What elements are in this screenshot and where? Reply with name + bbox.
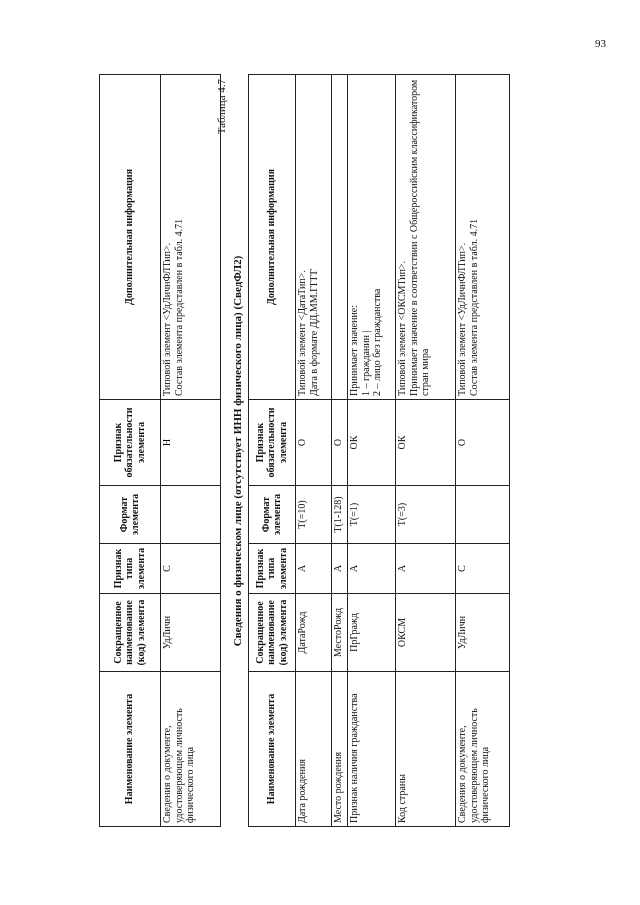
cell-type: С [456, 544, 510, 594]
cell-info: Типовой элемент <ОКСМТип>. Принимает значение в соответствии с Общероссийским классификатором стран мира [396, 75, 456, 400]
page-number: 93 [595, 38, 606, 50]
cell-type: А [396, 544, 456, 594]
cell-format: Т(=10) [296, 486, 332, 544]
cell-code: МестоРожд [332, 594, 348, 672]
header-format: Формат элемента [249, 486, 296, 544]
cell-format: Т(1-128) [332, 486, 348, 544]
cell-info: Типовой элемент <УдЛичнФЛТип>. Состав элемента представлен в табл. 4.71 [456, 75, 510, 400]
table-header-row [249, 75, 296, 827]
cell-name: Сведения о документе, удостоверяющем личность физического лица [456, 672, 510, 827]
cell-required: О [296, 400, 332, 486]
table-row [396, 75, 456, 827]
header-info: Дополнительная информация [100, 75, 161, 400]
header-code: Сокращенное наименование (код) элемента [249, 594, 296, 672]
cell-format [456, 486, 510, 544]
header-type: Признак типа элемента [100, 544, 161, 594]
cell-type: А [296, 544, 332, 594]
cell-info [332, 75, 348, 400]
table-row [296, 75, 332, 827]
cell-code: ДатаРожд [296, 594, 332, 672]
table-header-row [100, 75, 161, 827]
cell-type: А [348, 544, 396, 594]
table-row [161, 75, 221, 827]
cell-code: УдЛичн [161, 594, 221, 672]
header-info: Дополнительная информация [249, 75, 296, 400]
table-previous-continuation [99, 74, 221, 827]
cell-code: ОКСМ [396, 594, 456, 672]
cell-required: ОК [396, 400, 456, 486]
cell-name: Дата рождения [296, 672, 332, 827]
cell-required: Н [161, 400, 221, 486]
cell-info: Принимает значение: 1 – гражданин | 2 – лицо без гражданства [348, 75, 396, 400]
cell-code: УдЛичн [456, 594, 510, 672]
cell-required: О [456, 400, 510, 486]
cell-name: Признак наличия гражданства [348, 672, 396, 827]
header-required: Признак обязательности элемента [249, 400, 296, 486]
cell-format [161, 486, 221, 544]
header-code: Сокращенное наименование (код) элемента [100, 594, 161, 672]
table-row [456, 75, 510, 827]
header-name: Наименование элемента [100, 672, 161, 827]
cell-code: ПрГражд [348, 594, 396, 672]
cell-name: Код страны [396, 672, 456, 827]
cell-type: А [332, 544, 348, 594]
table-svedfl2 [248, 74, 510, 827]
table-row [332, 75, 348, 827]
rotated-page-content [94, 67, 546, 835]
cell-type: С [161, 544, 221, 594]
cell-required: О [332, 400, 348, 486]
table-caption-title: Сведения о физическом лице (отсутствует ИНН физического лица) (СведФЛ2) [232, 255, 244, 647]
cell-required: ОК [348, 400, 396, 486]
cell-info: Типовой элемент <ДатаТип>. Дата в формате ДД.ММ.ГГГГ [296, 75, 332, 400]
cell-format: Т(=3) [396, 486, 456, 544]
table-row [348, 75, 396, 827]
header-format: Формат элемента [100, 486, 161, 544]
cell-format: Т(=1) [348, 486, 396, 544]
cell-name: Место рождения [332, 672, 348, 827]
table-caption-number: Таблица 4.7 [216, 79, 228, 135]
header-name: Наименование элемента [249, 672, 296, 827]
cell-name: Сведения о документе, удостоверяющем личность физического лица [161, 672, 221, 827]
cell-info: Типовой элемент <УдЛичнФЛТип>. Состав элемента представлен в табл. 4.71 [161, 75, 221, 400]
header-required: Признак обязательности элемента [100, 400, 161, 486]
header-type: Признак типа элемента [249, 544, 296, 594]
